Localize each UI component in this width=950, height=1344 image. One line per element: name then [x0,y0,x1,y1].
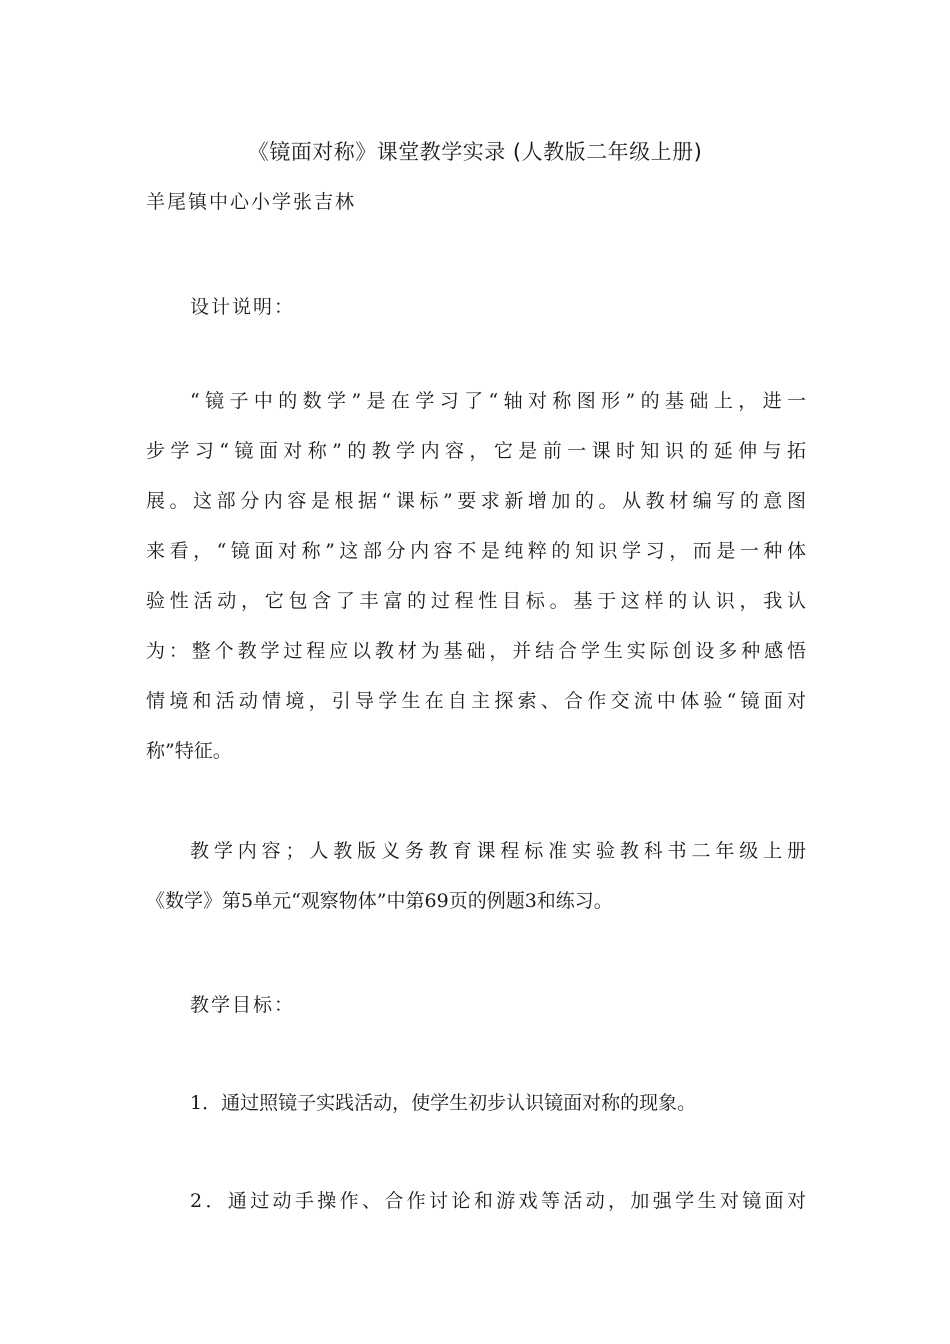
objective-item: 1．通过照镜子实践活动，使学生初步认识镜面对称的现象。 [190,1092,697,1114]
document-title: 《镜面对称》课堂教学实录 (人教版二年级上册) [247,140,703,164]
paragraph-line: 为：整个教学过程应以教材为基础，并结合学生实际创设多种感悟 [146,640,806,662]
paragraph-line: 步学习“镜面对称”的教学内容，它是前一课时知识的延伸与拓 [146,440,806,462]
paragraph-line: 展。这部分内容是根据“课标”要求新增加的。从教材编写的意图 [146,490,806,512]
objectives-heading: 教学目标： [190,994,296,1016]
design-heading: 设计说明： [190,296,296,318]
paragraph-line: 验性活动，它包含了丰富的过程性目标。基于这样的认识，我认 [146,590,806,612]
paragraph-line: 来看，“镜面对称”这部分内容不是纯粹的知识学习，而是一种体 [146,540,806,562]
objective-item: 2．通过动手操作、合作讨论和游戏等活动，加强学生对镜面对 [190,1190,806,1212]
content-line: 教学内容；人教版义务教育课程标准实验教科书二年级上册 [190,840,806,862]
paragraph-line: 情境和活动情境，引导学生在自主探索、合作交流中体验“镜面对 [146,690,806,712]
content-line: 《数学》第5单元“观察物体”中第69页的例题3和练习。 [146,890,613,912]
paragraph-line: “镜子中的数学”是在学习了“轴对称图形”的基础上，进一 [190,390,806,412]
author-line: 羊尾镇中心小学张吉林 [146,191,357,213]
paragraph-line: 称”特征。 [146,740,232,762]
